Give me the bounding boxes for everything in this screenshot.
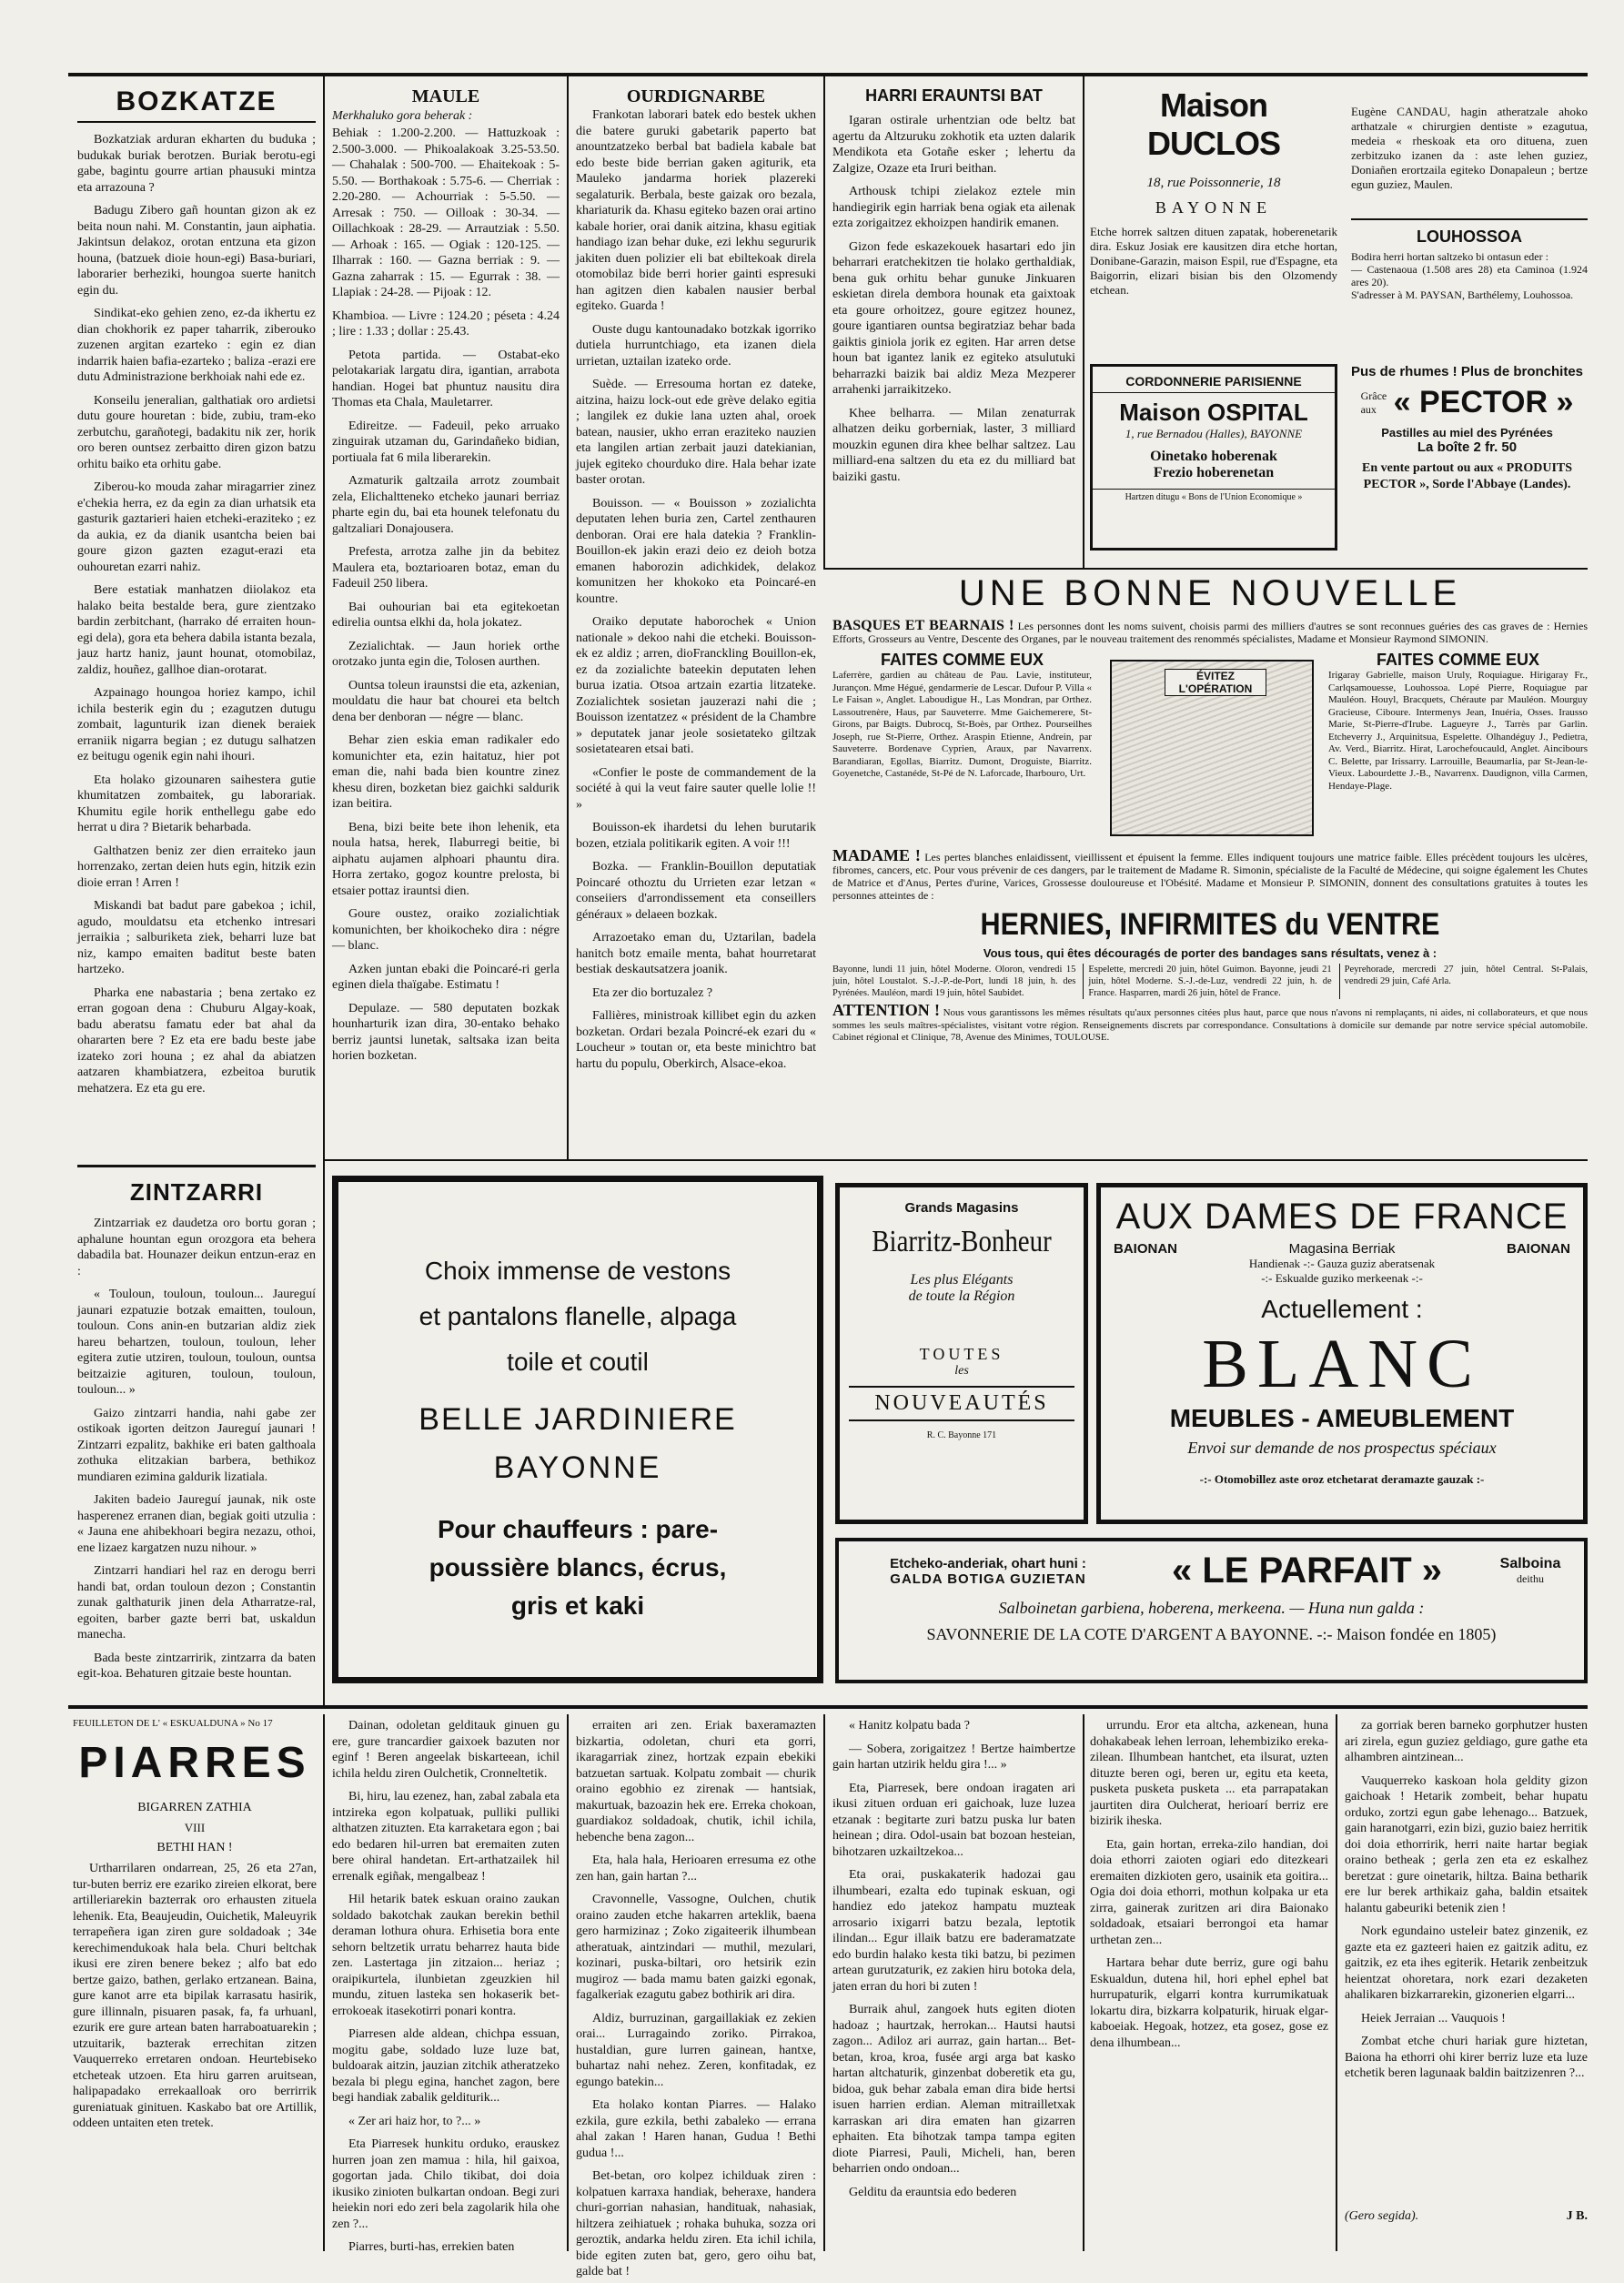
ourdignarbe-body [576,107,816,1072]
column-divider [567,1714,569,2251]
paragraph: Dainan, odoletan gelditauk ginuen gu ere, gure trancardier gaixoek bazuten nor eginf ! Beren angeelak biskarteean, ichil ichila heldu ziren Oulchetik, Cronneltetik. [332,1719,560,1781]
illus-caption: ÉVITEZ L'OPÉRATION [1165,669,1266,696]
biarritz-l7: NOUVEAUTÉS [849,1386,1074,1421]
paragraph: Bena, bizi beite bete ihon lehenik, eta noula hatsa, herek, Ilaburregi beitie, bi aiphatu aujamen alphoari phauntu dira. Horra zertako, gogoz kountre prelosta, bi etsaier pottaz irauntsi dien. [332,820,560,898]
paragraph: Urtharrilaren ondarrean, 25, 26 eta 27an, tur-buten berriz ere ezariko zireien elkorat, bere artilleriarekin bazterrak oro erhausten zituela lehenik. Eta, Beaujeudin, Ouichetik, Maleuyrik terrapeñera igan ziren gure soldadoak ; 34e kerechimendukoak hala bela. Churi beltchak ikusi ere ziren benere bekez ; alfo bat edo bertze gaizo, bathen, gerlako ertzanean. Baina, gure kanot arre eta bipilak karrasatu hasirik, gure illinnaln, pisuaren pasak, fa, fa urhuanl, ezurik ere gure artean baten harraboatuarekin ; utzuitarik, bazterak errechitan zitzen Vauquerreko erretaren ondoan. Heurtebiseko etcheteak utzoen. Eta hiru garren aruitsean, halipapadako errekaalloak oro berrirrik gureniatuak ginituen. Kaskabo bat ore Artillik, oddeen untaiten eten tretek. [73,1862,317,2130]
ospital-line3: Hartzen ditugu « Bons de l'Union Economique » [1093,489,1335,502]
feuilleton-col-2 [332,1718,560,2259]
louhossoa-item: — Castenaoua (1.508 ares 28) eta Caminoa (1.924 ares 20). [1351,263,1588,288]
paragraph: Bere estatiak manhatzen diiolakoz eta halako beita bestalde bera, gure zientzako bardin zerbitchant, (harrako dé erraiten houn-egi dela), gora eta behera dabila istanta bezala, jauz hartz haniz, jaunt hounat, otomobilaz, zaldiz, houñez, gallhoe dian-orotarat. [77,583,316,677]
duclos-address: 18, rue Poissonnerie, 18 [1146,176,1281,190]
harri-body [832,113,1075,485]
biarritz-l4: de toute la Région [908,1288,1015,1304]
biarritz-l2: Biarritz-Bonheur [872,1225,1052,1258]
paragraph: Bouisson-ek ihardetsi du lehen burutarik bozen, etziala politikarik egiten. A voir !!! [576,821,816,851]
madame-block [832,846,1588,902]
maule-title: MAULE [411,86,480,106]
paragraph: Eta orai, puskakaterik hadozai gau ilhumbeari, ezalta edo tupinak eskuan, ogi handiez edo jatekoz hampatu muzteak arrosario ixigarri batzu bezala, leptotik ilindan... Egur illaik batzu ere baderamatzate edo burdin halako kesta tiki batzu, bi pezimen artean gurutzaturik, ez zakien hiru botoka dela, jaten erran du hori bi zuten ! [832,1868,1075,1994]
parfait-l4: SAVONNERIE DE LA COTE D'ARGENT A BAYONNE. -:- Maison fondée en 1805) [926,1625,1497,1643]
parfait-l2: GALDA BOTIGA GUZIETAN [890,1571,1086,1587]
louhossoa-ad [1351,227,1588,355]
dames-l6: MEUBLES - AMEUBLEMENT [1169,1404,1515,1432]
jardiniere-l3: toile et coutil [507,1348,649,1376]
paragraph: Ouste dugu kantounadako botzkak igorriko dutiela hurruntchiago, eta izanen diela urrietan, uztailan izateko orde. [576,322,816,369]
paragraph: «Confier le poste de commandement de la société à qui la veut faire sauter quelle lolie !! » [576,765,816,812]
ospital-address: 1, rue Bernadou (Halles), BAYONNE [1125,427,1303,440]
paragraph: Vauquerreko kaskoan hola geldity gizon gaichoak ! Hetarik zombeit, behar hupatu orduko, zortzi egun gabe lehenago... Batzuek, gain haranotgarri, ezin bizi, guzio baiez herritik doi doia ethorririk, herri naite hartar begiak oraino betheak ; gerla zen eta ez eskalhez beretzat : gure oinetarik, hiltza. Baina betharik ere lur berek arthikaiz gaha, baldin etsaitek halantu gabeuriki betenik zien ! [1345,1773,1588,1915]
biarritz-l1: Grands Magasins [904,1200,1019,1216]
paragraph: Zombat etche churi hariak gure hiztetan, Baiona ha ethorri ohi kirer berriz luze eta luze etchetik beren lagunaak baldin baitzizenren ?... [1345,2035,1588,2080]
duclos-name: Maison DUCLOS [1147,86,1280,162]
dames-l2: Handienak -:- Gauza guziz aberatsenak [1248,1257,1436,1270]
column-divider [323,76,325,1705]
parfait-r2: deithu [1517,1572,1544,1585]
paragraph: Piarresen alde aldean, chichpa essuan, mogitu gabe, soldado luze luze bat, buldoarak aitzin, jauzian zitchik atheratzeko bezala bi plegu egina, hanchet zagon, bere begi handiak zabalik gelditurik... [332,2027,560,2105]
pector-line2: Pastilles au miel des Pyrénées [1381,426,1553,439]
feuilleton-col-3 [576,1718,816,2278]
paragraph: Bai ouhourian bai eta egitekoetan edirelia ountsa elkhi da, hola jokatez. [332,600,560,630]
paragraph: Igaran ostirale urhentzian ode beltz bat agertu da Altzuruku zokhotik eta uzten dalarik Mendikota eta Gotañe esker ; lehertu da Zalgize, Ozaze eta Iruri beithan. [832,114,1075,176]
paragraph: Depulaze. — 580 deputaten bozkak hounharturik izan dira, 30-entako behako berriz jauntsi lunetak, saltsaka izan beita horien bozketan. [332,1001,560,1063]
belle-jardiniere-ad [332,1176,823,1683]
paragraph: Eta, hala hala, Herioaren erresuma ez othe zen han, gain hartan ?... [576,1854,816,1884]
maule-body [332,348,560,1065]
feuilleton-col-4 [832,1718,1075,2259]
column-divider [323,1714,325,2251]
piarres-body [73,1861,317,2132]
jardiniere-l8: gris et kaki [510,1591,645,1620]
paragraph: Eta Piarresek hunkitu orduko, erauskez hurren joan zen mamua : hila, hil gaixoa, gogortan jada. Chilo tikibat, doi doia ikusiko zinioten bulkartan ondoan. Begi zuri heiekin nori edo zeri bela zagolarik hila ohe zen ?... [332,2137,560,2231]
paragraph: Fallières, ministroak killibet egin du azken bozketan. Ordari bezala Poincré-ek ezari du « Loucheur » toutan or, eta beste minichtro bat hartu du populu, Oberkirch, Alsace-ekoa. [576,1009,816,1071]
parfait-l3: Salboinetan garbiena, hoberena, merkeena. — Huna nun galda : [998,1599,1425,1617]
zintzarri-title: ZINTZARRI [129,1178,264,1206]
pector-line3: En vente partout ou aux « PRODUITS PECTOR », Sorde l'Abbaye (Landes). [1361,461,1573,491]
paragraph: — Sobera, zorigaitzez ! Bertze haimbertze gain hartan utzirik heldu gira !... » [832,1742,1075,1772]
column-divider [567,76,569,1159]
paragraph: Eta zer dio bortuzalez ? [592,985,713,1000]
col6-body [1345,1718,1588,2209]
jardiniere-l1: Choix immense de vestons [424,1257,731,1285]
attention-block [832,1001,1588,1045]
dames-l4: Actuellement : [1261,1295,1423,1323]
column-divider [1083,1714,1084,2251]
attention-head: ATTENTION ! [832,1001,940,1019]
maule-market: Behiak : 1.200-2.200. — Hattuzkoak : 2.500-3.000. — Phikoalakoak 3.25-53.50. — Chahalak : 500-700. — Ehaitekoak : 5-5.50. — Borthakoak : 5.75-6. — Cherriak : 2.20-280. — Achourriak : 5-5.50. — Arresak : 750. — Oilloak : 30-34. — Oillachkoak : 28-29. — Arrautziak : 5.50. — Arhoak : 165. — Ogiak : 120-125. — Ilharrak : 160. — Gazna berriak : 9. — Gazna zaharrak : 15. — Egurrak : 38. — Llapiak : 24-28. — Pijoak : 12. [332,126,560,299]
piarres-chapter: VIII [184,1821,206,1834]
paragraph: Arrazoetako eman du, Uztarilan, badela hanitch botz emaile menta, bahat hourretarat bestiak deskautsatzera joanik. [576,931,816,976]
bonne-intro-head: BASQUES ET BEARNAIS ! [832,618,1014,633]
pector-grace: Grâce aux [1360,389,1387,416]
madame-text: Les pertes blanches enlaidissent, vieillissent et épuisent la femme. Elles indiquent toujours une matrice faible. Elles précèdent toujours les ulcères, fibromes, cancers, etc. Pour vous prévenir de ces dangers, par le traitement de Madame R. Simonin, spécialiste de la Faculté de Médecine, qui soigne également les Chutes de Matrice et d'Anus, Pertes d'urine, Varices, Grossesse douloureuse et l'Obésité. Madame et Monsieur P. SIMONIN, donnent des consultations gratuites à toutes les personnes atteintes de : [832,851,1588,902]
paragraph: Eta, Piarresek, bere ondoan iragaten ari ikusi zituen orduan eri gaichoak, luze luzea etzanak : begitarte zuri batzu puska lur baten heinean ; dira. Odol-usain bat bozoan hesteian, bihotzaren uzkailtzekoa... [832,1781,1075,1859]
column-divider [1083,76,1084,568]
paragraph: Prefesta, arrotza zalhe jin da bebitez Maulera eta, boztarioaren botaz, eman du Fadeuil 250 libera. [332,545,560,591]
col3-body [576,1718,816,2280]
madame-head: MADAME ! [832,846,921,864]
zintzarri-body [77,1216,316,1682]
faites-right: FAITES COMME EUX [1376,651,1539,669]
parfait-r1: Salboina [1499,1556,1561,1571]
paragraph: Aldiz, burruzinan, gargaillakiak ez zekien orai... Lurragaindo zoriko. Pirrakoa, hustaldian, gure lurren gainean, hantxe, buhartaz nahi nehez. Zeren, konfitadak, ez egungo batekin... [576,2011,816,2089]
ospital-ad [1090,364,1337,551]
tous-line: Vous tous, qui êtes découragés de porter des bandages sans résultats, venez à : [983,946,1437,960]
paragraph: Oraiko deputate haborochek « Union nationale » dekoo nahi die etcheki. Bouisson-ek ez aldiz ; arren, dioFranckling Bouillon-ek, ez da zozialichte bateekin deputaten lehen burua izatia. Otsoa artzain ezartia litzateke. Zozialichtek sosietan jauzerazi nahi die ; Bouisson izentatzez « président de la Chambre » deputatek janar jeole sosietateko giltzak sosietatearen etsai bati. [576,615,816,756]
paragraph: Gaizo zintzarri handia, nahi gabe zer ostikoak igorten deitzon Jaureguí jaunari ! Zintzarri ezpalitz, bakhike eri baten galthoala zothuka elitzakian barbera, bethikoz mundiaren ezimina galdurik lizatiala. [77,1406,316,1484]
jardiniere-l5: BAYONNE [493,1450,662,1485]
hernies-headline: HERNIES, INFIRMITES du VENTRE [980,907,1440,942]
rule [823,568,1588,570]
zintzarri-column [77,1178,316,1692]
paragraph: Bi, hiru, lau ezenez, han, zabal zabala eta intzireka egon kolpatuak, pulliki pulliki althatzen zituzten. Eta karraketara egon ; bai edo bedaren hil-urren bat eremaiten zuten bere ohiral handetan. Ert-arthatzailek hil errenalk egiñak, mengalbeaz ! [332,1790,560,1884]
paragraph: Eta holako gizounaren saihestera gutie khumitatzen zombaitek, gu laborariak. Khumitu egile horik enthellegu gabe edo herrat u dira ? Bietarik beharbada. [77,773,316,834]
paragraph: urrundu. Eror eta altcha, azkenean, huna dohakabeak lehen lerroan, lehembiziko ereka-zilean. Ilhumbean hantchet, eta ilsurat, uzten dituzte beren ogi, beren ur, egitu eta keeta, pusketa pusketa pusketa ... eta parrapatakan jaurtiten dira Oulcherat, herioarí berriz ere bizirik iheska. [1090,1719,1328,1828]
paragraph: Bozka. — Franklin-Bouillon deputatiak Poincaré othoztu du Urrieten ezar letzan « conseiiers d'arrondissement eta conseillers généraux » delaeen bozkak. [576,860,816,922]
paragraph: Ountsa toleun iraunstsi die eta, azkenian, mouldatu die haur bat chourei eta beltch dena ber denboran — négre — blanc. [332,678,560,724]
biarritz-l5: TOUTES [919,1345,1004,1363]
feuilleton-col-5 [1090,1718,1328,2259]
biarritz-l6: les [954,1364,969,1378]
paragraph: « Touloun, touloun, touloun... Jaureguí jaunari ezpatuzie botzak emaitten, touloun, touloun. Cons anin-en butzarian aldiz ziek hareu behartzen, touloun, touloun, leher egitera zutie utziren, touloun, touloun, ountsa beitzaizie agituren, touloun, touloun, touloun... » [77,1288,316,1397]
bozkatze-column [77,86,316,1147]
pector-line1: Pus de rhumes ! Plus de bronchites [1350,364,1584,379]
paragraph: Edireitze. — Fadeuil, peko arruako zinguirak utzaman du, Garindañeko bidian, portiuala fat 6 mila liberarekin. [332,419,560,465]
candau-text: Eugène CANDAU, hagin atheratzale ahoko arthatzale « chirurgien dentiste » ezagutua, medeia « rheskoak eta oro dituena, zuen zerbitzuko izanen da : aste lehen guziez, Doniañen erortzaila egiteko Donapaleun ; bertze egun guziez, Maulen. [1351,105,1588,191]
dames-l8: -:- Otomobillez aste oroz etchetarat deramazte gauzak :- [1199,1472,1485,1486]
ourdignarbe-column [576,86,816,1147]
col4-body [832,1718,1075,2200]
paragraph: Khee belharra. — Milan zenaturrak alhatzen deiku gorberniak, laster, 3 milliard mouzkin egunen dira khee belhar saltzez. Lau milliard-ena saltzen du eta ez du milliard bat baiziki gastu. [832,406,1075,484]
paragraph: Gizon fede eskazekouek hasartari edo jin beharrari eratchekitzen tie holako gerthaldiak, bena guk orhitu behar gunuke Jinkuaren eskietan direla dembora hounak eta gaixtoak eta goure orhoitzez, goure egitzez hounez, goure igantiaren ountsa begiratziaz behar bada gaiktis giniola jorik ez egiten. Har arren detse houn bat igantez lanik ez egiteko atsulutuki beharrazki baizik bai aldiz Meza Mezperer arrahenki jarraikitzeko. [832,239,1075,397]
jardiniere-l4: BELLE JARDINIERE [419,1402,737,1437]
harri-title: HARRI ERAUNTSI BAT [865,86,1043,105]
paragraph: Badugu Zibero gañ hountan gizon ak ez beita noun nahi. M. Constantin, jaun aiphatia. Jakintsun delakoz, orotan entzuna eta gizon houna, (batzuek dioie houn-egi) Basa-buriari, laborarier berheziki, houngoa suerte hanitch egin du. [77,204,316,298]
column-divider [1336,1714,1337,2251]
paragraph: Nork egundaino usteleir batez ginzenik, ez gazte eta ez gazteeri haien ez gaitzik aditu, ez gaitzik, ez eta ihes egiterik. Hetarik zenbeitzuk heientzat ohoretara, nork ezari dezaketen ahalikaren bizkarrarekin, gizonerien elgarri... [1345,1924,1588,2002]
col2-body [332,1718,560,2256]
duclos-text: Etche horrek saltzen dituen zapatak, hoberenetarik dira. Eskuz Josiak ere kausitzen dira etche hortan, Donibane-Garazin, maison Espil, rue d'Espagne, eta Baigorrin, elizari bisian bis den Olzomendy etchean. [1090,225,1337,297]
column-divider [823,1714,825,2251]
dames-mid: Magasina Berriak [1288,1241,1396,1257]
dames-l5: BLANC [1202,1326,1482,1402]
dames-de-france-ad [1096,1183,1588,1524]
feuilleton-col-6 [1345,1718,1588,2259]
section-rule [68,1705,1588,1709]
bonne-title: UNE BONNE NOUVELLE [958,573,1462,613]
paragraph: Petota partida. — Ostabat-eko pelotakariak largatu dira, igantian, arrabota handian. Hogei bat phuntuz nausitu dira Thomas eta Chala, Mauletarrer. [332,348,560,409]
rule [1351,218,1588,220]
louhossoa-contact: S'adresser à M. PAYSAN, Barthélemy, Louhossoa. [1351,288,1574,301]
feuilleton-label: FEUILLETON DE L' « ESKUALDUNA » No 17 [73,1718,273,1729]
bonne-nouvelle-ad [832,573,1588,1156]
pector-price: La boîte 2 fr. 50 [1417,439,1518,455]
paragraph: Burraik ahul, zangoek huts egiten dioten hadoaz ; haurtzak, herrokan... Hautsi hautsi zagon... Adiloz ari aurraz, gain hartan... Bet-betan, kroa, kroa, fusée argi arga bat kasko hartan altchaturik, ginzenbat doberetik eta gu, bidoa, guk behar zabala eman dira bide hertsi isuen harrien erdian. Aleman mitrailletxak karraskan ari dira ematen han gizarren ephaiten. Eta bihotzak tampa tampa egiten diote Piarresi, Pauli, Micheli, han, beren beharrien ondo ondoan... [832,2003,1075,2176]
maule-column [332,86,560,1147]
paragraph: Jakiten badeio Jaureguí jaunak, nik oste hasperenez erranen dian, begiak goiti utzulia : « Jauna ene ahibekhoari begira nezazu, othoi, ene lizaez kargatzen nuzu nihour. » [77,1493,316,1555]
biarritz-l8: R. C. Bayonne 171 [926,1430,997,1440]
paragraph: Behar zien eskia eman radikaler edo komunichter eta, ezin haitatuz, hier pot eman die, nahi bada bien kountre zinez khesu diren, bozketan biez gaichki saldurik izan beitira. [332,733,560,811]
operation-illustration [1101,651,1319,842]
paragraph: « Zer ari haiz hor, to ?... » [348,2114,481,2128]
parfait-l1: Etcheko-anderiak, ohart huni : [890,1555,1086,1571]
dames-l7: Envoi sur demande de nos prospectus spéciaux [1187,1439,1497,1457]
paragraph: Frankotan laborari batek edo bestek ukhen die batere guruki gabetarik paperto bat anountzatzeko berbal bat badiela kabale bat edo beste bide berrian gaken agiturik, eta Mauleko jandarma horiek plazereki segalaturik. Berbala, beste gaizak oro bezala, khariaturik da. Khasu egiteko bazen orai artino kabale horier, orai danik aitzina, khasu egitiak handiago izan behar duke, ezi lekhu segururik jakiten duen polizier eli bat ebiltekoak direla otomobilaz bide berri horier gainti espresuki han agitzen dien kabalen nausier berbal egiteko. Guarda ! [576,108,816,313]
paragraph: Ziberou-ko mouda zahar miragarrier zinez e'chekia herra, ez da egin za dian urhatsik eta gasturik gaztarieri haien etcheki-eraziteko ; ez da aukia, ez da dianik usantcha beien bai goure gizon gazten ezagut-erazi eta ouhouretan ezarri nahiz. [77,480,316,574]
pector-name: « PECTOR » [1393,385,1574,419]
paragraph: Azmaturik galtzaila arrotz zoumbait zela, Elichaltteneko etcheko jaunari berriaz pharte egin du, bai eta hounek telefonatu du galtzaliari Donajousera. [332,474,560,536]
col5-body [1090,1718,1328,2051]
pector-ad [1347,364,1588,560]
jardiniere-l2: et pantalons flanelle, alpaga [419,1302,737,1330]
paragraph: erraiten ari zen. Eriak baxeramazten bizkartia, odoletan, churi eta gorri, ikaragarriak zinez, hortzak ezpain ebekiki batzuetan sartuak. Kolpatu zombait — churik oraino egobhio ez zirenak — hantsiak, makurtuak, bazoazin hek ere. Erreka chokoan, guardiakoz soldadoak, chutik, ichil ichila, hebenche bena zagon... [576,1719,816,1844]
bonne-intro-block [832,620,1588,645]
paragraph: Pharka ene nabastaria ; bena zertako ez erran gogoan dena : Chuburu Algay-koak, badu aberatsu famatu eder bat ahal da ohararten bere ? Ez eta ere badu beste jabe izateko zori houna ; ez ahal da abiatzen aatzaren khambiatzera, ezbeitoa burutik mehatzera. Ez eta gu ere. [77,985,316,1096]
paragraph: Galthatzen beniz zer dien erraiteko jaun horrenzako, zertan deien huts egin, hitzik ezin dioie erran ! Arren ! [77,843,316,890]
biarritz-bonheur-ad [835,1183,1088,1524]
dates-3: Peyrehorade, mercredi 27 juin, hôtel Central. St-Palais, vendredi 29 juin, Café Arla. [1339,964,1588,999]
paragraph: Bada beste zintzarririk, zintzarra da baten egit-koa. Behaturen gitzaie beste hountan. [77,1651,316,1681]
signature: J B. [1566,2209,1588,2223]
paragraph: Zintzarri handiari hel raz en derogu berri handi bat, ordan touloun dezon ; Constantin zunak galthaturik jinen dela Atharratze-ral, egoiten, barber gazte berri bat, uskaldun manecha. [77,1564,316,1642]
maule-change: Khambioa. — Livre : 124.20 ; péseta : 4.24 ; lire : 1.33 ; dollar : 25.43. [332,308,560,338]
faites-left-list: Laferrère, gardien au château de Pau. Lavie, instituteur, Jurançon. Mme Hégué, gendarmerie de Lescar. Dufour P. Villa « Le Faisan », Anglet. Laboudigue H., Las Mondran, par Orthez. Lassoutrenère, Haus, par Sauveterre. Mme Gaichemerere, St-Girons, par Baigts. Dubrocq, St-Boès, par Orthez. Pourseilhes Joseph, rue St-Pierre, Orthez. Araspin Etienne, Andrein, par Sauveterre. Bordenave Cyprien, Araux, par Navarrenx. Barandiaran, Egollas, Biarritz. Dumont, Droguiste, Biarritz. Goyenetche, Castanéde, St-Pé de N. Laforcade, Iharbouro, Urt. [832,670,1092,779]
piarres-title: PIARRES [78,1739,311,1787]
paragraph: Hartara behar dute berriz, gure ogi bahu Eskualdun, dutena hil, hori ephel ephel bat hurrupaturik, elgarri kontra kurrumikatuak lokartu dira, bizkarra kolpaturik, hiruak elgar-kaboeiak. Hegoak, hotzez, eta gosez, gose ez dena ilhumbean... [1090,1956,1328,2050]
paragraph: Cravonnelle, Vassogne, Oulchen, chutik oraino zauden etche hakarren arteklik, baena gero harmizinaz ; Zoko zigaiteerik ilhumbean atheratuak, aintzindari — muthil, mezulari, kozinari, puska-biltari, oro hetsirik ezin mugiroz — bada mamu baten gaizki egonak, fagalkeriak ezagutu gabez bothirik ari dira. [576,1893,816,2002]
top-rule [68,73,1588,76]
paragraph: Miskandi bat badut pare gabekoa ; ichil, agudo, mouldatsu eta etchenko intresari jerraikia ; salburiketa ziek, beharri luze bat niz, kampo emaiten baditut beste baten hartzeko. [77,899,316,976]
ospital-line1: Oinetako hoberenak [1150,449,1277,464]
le-parfait-ad [835,1538,1588,1683]
paragraph: Gelditu da erauntsia edo bederen [849,2185,1017,2199]
paragraph: Arthousk tchipi zielakoz eztele min handiegirik egin harriak bena ogiak eta ailenak ezta zorigaitzez ekhoizpen handirik emanen. [832,185,1075,230]
paragraph: Sindikat-eko gehien zeno, ez-da ikhertu ez dian chokhorik ez paper taharrik, ziberouko zuzenen argitan ezarteko : egin ez dian indarrik haien bafia-ezarteko ; baliza -erazi ere dutu Administrazione berkhoiak nahi ede ez. [77,307,316,384]
dames-l1: AUX DAMES DE FRANCE [1115,1197,1569,1237]
paragraph: Piarres, burti-has, errekien baten [348,2240,515,2254]
paragraph: Zintzarriak ez daudetza oro bortu goran ; aphalune hountan egun orozgora eta behera dabadila bat. Hounazer deikun entzun-eraz en : [77,1217,316,1278]
ospital-title: CORDONNERIE PARISIENNE [1093,374,1335,393]
paragraph: Eta, gain hortan, erreka-zilo handian, doi doia ethorri zaioten ogiari edo ditezkeari eremaiten dizkioten gero, usainik eta goitira... Ogia doi doia ethorri, mothun kolpaka ur eta zirra, gainerak zuritzen ari dira Baionako soldadoak, etsaiari berrongoi eta hamar urthetan zen... [1090,1837,1328,1947]
paragraph: « Hanitz kolpatu bada ? [849,1719,970,1732]
ospital-name: Maison OSPITAL [1119,399,1308,426]
paragraph: Azpainago houngoa horiez kampo, ichil ichila besterik egin du ; ezagutzen dutugu zombait, lagunturik izan dienek beraiek erraniik nigarra begian ; ez dutugu salhatzen ez beitugu ogenik egin nahi ihouri. [77,686,316,763]
biarritz-l3: Les plus Elégants [910,1272,1014,1288]
maule-subtitle: Merkhaluko gora beherak : [332,109,473,123]
dames-right: BAIONAN [1507,1241,1570,1257]
paragraph: Bouisson. — « Bouisson » zozialichta deputaten lehen buria zen, Cartel zenthauren denboran. Orai ere hala datekia ? Franklin-Bouillon-ek jakin erazi deio ez deioh botza emanen haborozin adichkidek, delakoz komunitzen her khokoko eta Poincaré-en kountre. [576,496,816,606]
duclos-ad [1090,86,1337,350]
dames-left: BAIONAN [1114,1241,1177,1257]
gero-segida: (Gero segida). [1345,2209,1419,2223]
faites-left: FAITES COMME EUX [880,651,1044,669]
ourdignarbe-title: OURDIGNARBE [626,86,766,106]
attention-text: Nous vous garantissons les mêmes résultats qu'aux personnes citées plus haut, parce que nous n'avons ni remplaçants, ni aides, ni collaborateurs, et que nous sommes les seuls maîtres-spécialistes, visitant votre région. Renseignements discrets par correspondance. Consultations à domicile sur demande par notre service spécial automobile. Cabinet régional et Clinique, 78, Avenue des Minimes, TOULOUSE. [832,1007,1588,1043]
rule [823,1159,1588,1161]
dates-2: Espelette, mercredi 20 juin, hôtel Guimon. Bayonne, jeudi 21 juin, hôtel Moderne. S.-J.-de-Luz, vendredi 22 juin, h. de France. Hasparren, mardi 26 juin, hôtel de France. [1083,964,1331,999]
faites-right-list: Irigaray Gabrielle, maison Uruly, Roquiague. Hirigaray Fr., Carlqsamouesse, Louhossoa. Lopé Pierre, Roquiague par Mauléon. Houyl, Bracquets, Chéraute par Mauléon. Mourguy Gracieuse, Ciboure. Intermenys Jean, Inuéria, Osses. Irausso Marie, St-Pierre-d'Irube. Lagueyre J., Tarrès par Garlin. Etcheverry J., Arquinitsua, Espelette. Olhandéguy J., Pedietra, Av. Verd., Biarritz. Hirat, Larochefoucauld, Anglet. Aincibours C. Belette, par Irissarry. Larrouille, Beaumarlia, par St-Jean-le-Vieux. Labourdette J.-B., Navarrenx. Daudignon, villa Carmen, Hendaye-Plage. [1328,670,1588,792]
ospital-line2: Frezio hoberenetan [1153,465,1275,480]
paragraph: Heiek Jerraian ... Vauquois ! [1361,2011,1506,2025]
louhossoa-text: Bodira herri hortan saltzeko bi ontasun eder : [1351,250,1548,263]
piarres-part: BIGARREN ZATHIA [137,1801,252,1814]
paragraph: za gorriak beren barneko gorphutzer husten ari zirela, egun guziez geldiago, gure gathe eta alhambren aintzinean... [1345,1719,1588,1764]
paragraph: Suède. — Erresouma hortan ez dateke, aitzina, haizu lock-out ede grève delako egitia ; langilek ez dukie lana uzten ahal, oroek batean, nausier, ukho erran eraziteko nauzien eta langilen artian zerbait jauzi datekianian, jujek egiteko chourduko dire. Hala behar izate baster orotan. [576,378,816,487]
rule [77,1165,316,1167]
piarres-column [73,1718,317,2259]
column-divider [823,76,825,568]
candau-ad [1351,105,1588,218]
parfait-name: « LE PARFAIT » [1171,1551,1443,1591]
duclos-city: BAYONNE [1155,198,1273,217]
rule [323,1159,823,1161]
dames-l3: -:- Eskualde guziko merkeenak -:- [1261,1271,1423,1285]
bonne-intro: Les personnes dont les noms suivent, choisis parmi des milliers d'autres se sont reconnues guéries des cas graves de : Hernies Efforts, Grosseurs au Ventre, Descente des Organes, par le nouveau traitement des renommés spécialistes, Madame et Monsieur Raymond SIMONIN. [832,620,1588,645]
harri-column [832,86,1075,560]
jardiniere-l7: poussière blancs, écrus, [429,1553,727,1581]
paragraph: Goure oustez, oraiko zozialichtiak komunichten, ber khoikocheko dira : négre — blanc. [332,907,560,953]
jardiniere-l6: Pour chauffeurs : pare- [437,1515,719,1543]
paragraph: Zezialichtak. — Jaun horiek orthe orotzako junta egin die, Tolosen aurthen. [332,639,560,669]
paragraph: Bet-betan, oro kolpez ichilduak ziren : kolpatuen karraxa handiak, beheraxe, handera churi-gorrian nahasian, handituak, nahasiak, hiltzera zeihiatuek ; rohaka buhuka, sozza ori geroztik, andarka heldu ziren. Eta ichil ichila, bide egiten zuten bat, gero, gero oihu bat, galde bat ! [576,2169,816,2278]
paragraph: Konseilu jeneralian, galthatiak oro ardietsi dutu goure houretan : bide, zubiu, tram-eko zerbutchu, garañotegi, badakitu nik zer, horik oro beren ountsez zerbaitto diren gizon batzu orhitu baiko eta orhitu gabe. [77,393,316,471]
piarres-chapter-title: BETHI HAN ! [156,1841,233,1854]
louhossoa-title: LOUHOSSOA [1416,227,1522,246]
bozkatze-title: BOZKATZE [77,86,316,123]
dates-1: Bayonne, lundi 11 juin, hôtel Moderne. Oloron, vendredi 15 juin, hôtel Loustalot. S.-J.-P.-de-Port, lundi 18 juin, h. des Pyrénées. Mauléon, mardi 19 juin, hôtel Saubidet. [832,965,1076,998]
paragraph: Hil hetarik batek eskuan oraino zaukan soldado bakotchak zaukan berekin bethil deraman lothura ohura. Erhisetia bora ente sehorn beltzetik urratu beharrez hauta bide zen. Lastertaga jin zitzaion... heriaz ; oraipikurtela, ilunbietan zgeuzkien hil mundu, zituen lasteka sen hokaserik bet-errokoeak itasekotirri ponari kontra. [332,1893,560,2018]
paragraph: Bozkatziak arduran ekharten du buduka ; budukak buriak berotzen. Buriak berotu-egi gabe, bagintu gourre artian phausuki mintza eta arrazouna ? [77,133,316,195]
bozkatze-body [77,132,316,1096]
paragraph: Eta holako kontan Piarres. — Halako ezkila, gure ezkila, bethi zabaleko — errana ahal zakan ! Haren hanan, Gudua ! Bethi gudua !... [576,2098,816,2160]
paragraph: Azken juntan ebaki die Poincaré-ri gerla eginen diela thaïgabe. Estimatu ! [332,962,560,992]
